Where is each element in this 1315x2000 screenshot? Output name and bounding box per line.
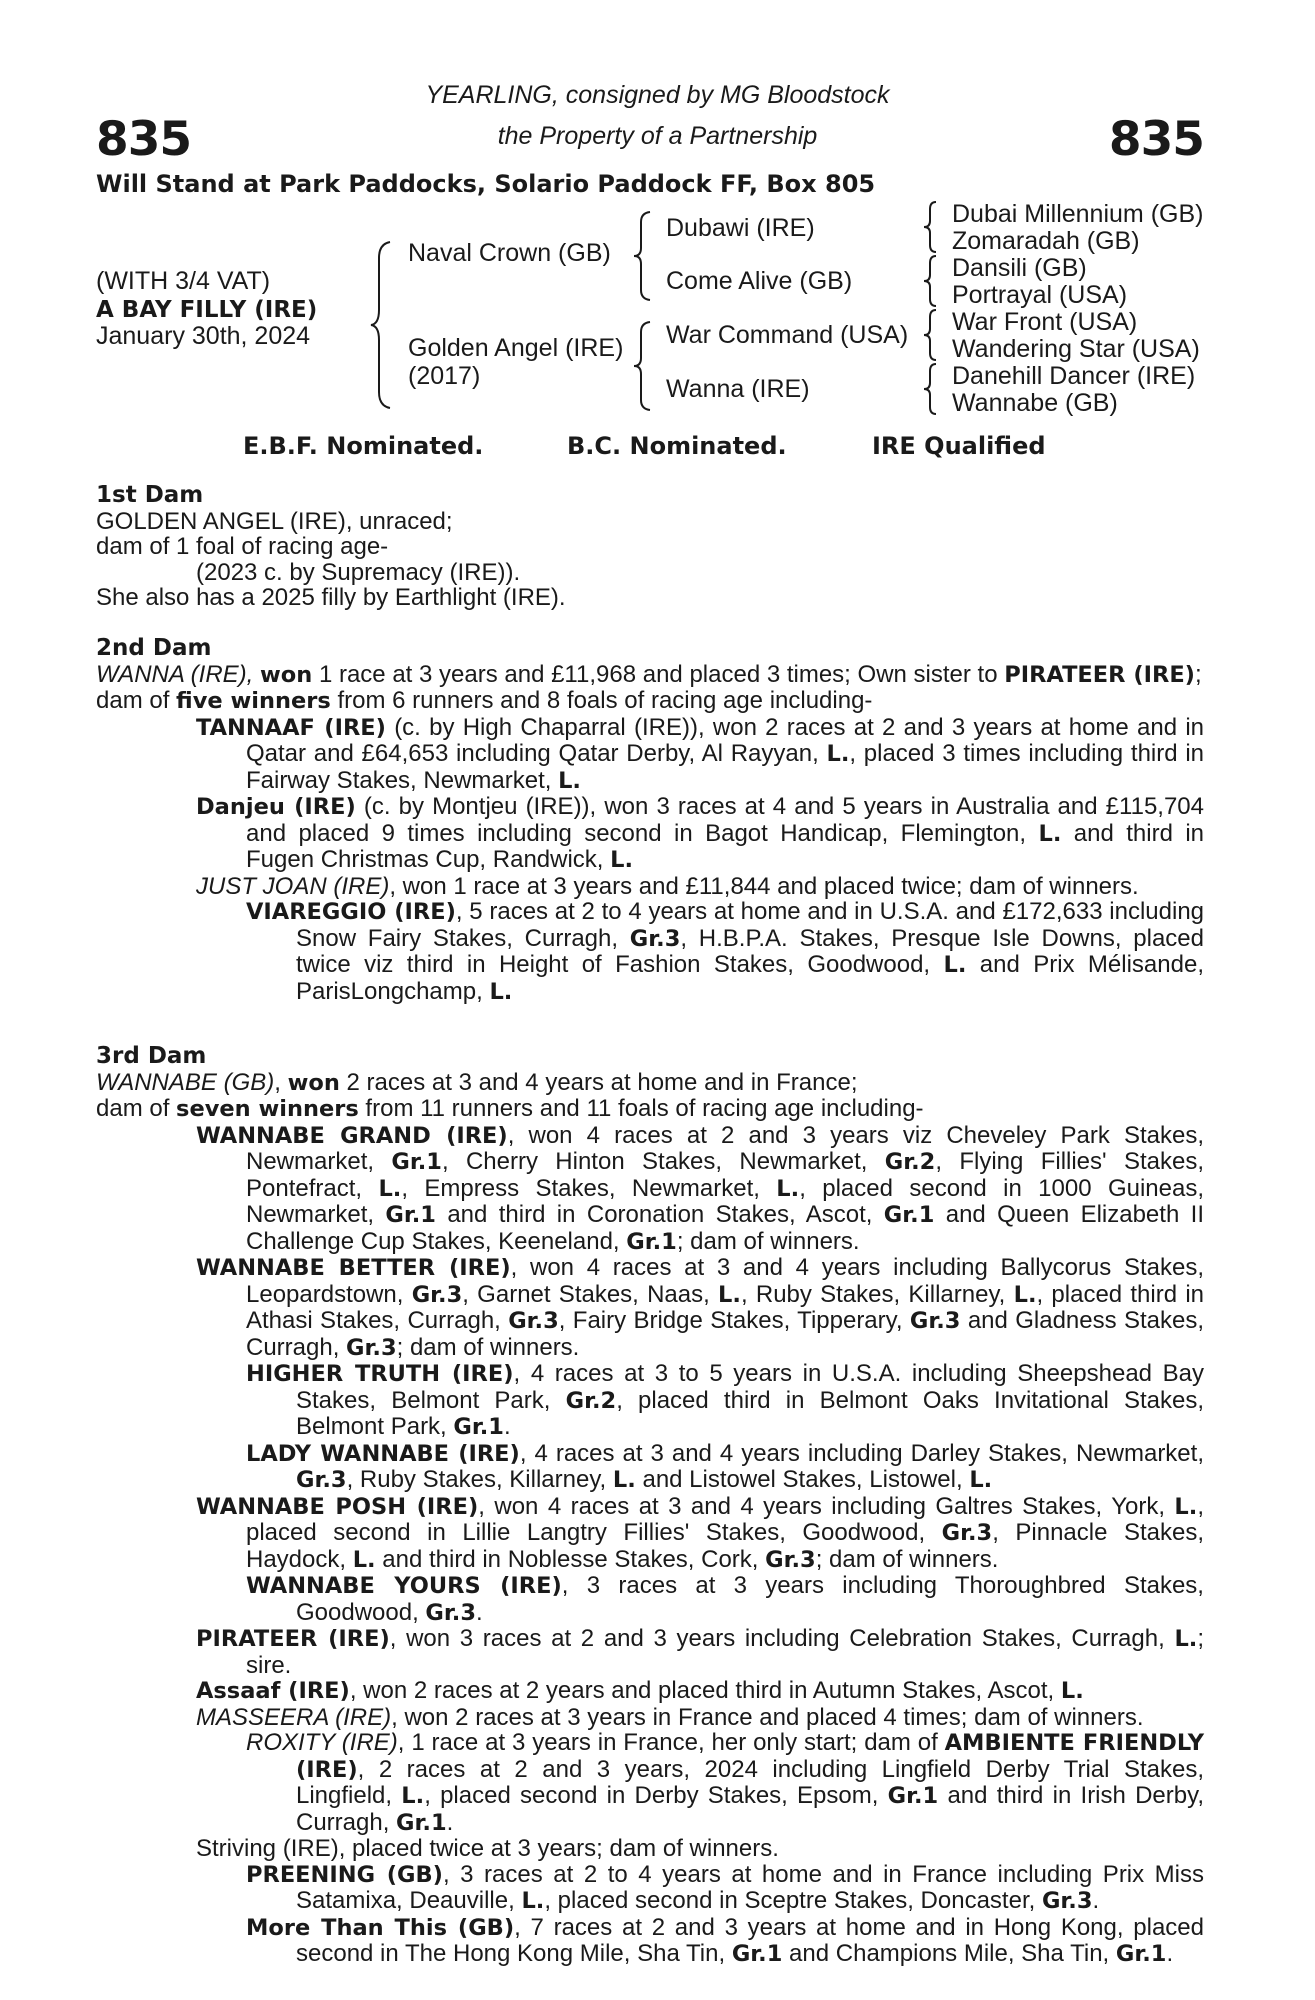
pedigree-entry: More Than This (GB), 7 races at 2 and 3 years at home and in Hong Kong, placed second in The Hong Kong Mile, Sha Tin, Gr.1 and Champions Mile, Sha Tin, Gr.1. [246,1913,1204,1967]
g-dam-sire-sire: War Front (USA) [952,308,1138,336]
pedigree-entry: dam of five winners from 6 runners and 8 foals of racing age including- [96,687,873,714]
g-sire-sire-sire: Dubai Millennium (GB) [952,200,1204,228]
first-dam-line: dam of 1 foal of racing age- [96,533,389,560]
pedigree-entry: WANNABE BETTER (IRE), won 4 races at 3 and 4 years including Ballycorus Stakes, Leopardstown, Gr.3, Garnet Stakes, Naas, L., Ruby Stakes, Killarney, L., placed third in Athasi Stakes, Curragh, Gr.3, Fairy Bridge Stakes, Tipperary, Gr.3 and Gladness Stakes, Curragh, Gr.3; dam of winners. [196,1254,1205,1361]
pedigree-brace-g4 [922,362,940,416]
sire: Naval Crown (GB) [408,239,611,267]
bc-nominated: B.C. Nominated. [567,432,787,460]
pedigree-entry: TANNAAF (IRE) (c. by High Chaparral (IRE)), won 2 races at 2 and 3 years at home and in Qatar and £64,653 including Qatar Derby, Al Rayyan, L., placed 3 times including third in Fairway Stakes, Newmarket, L. [196,713,1205,794]
g-dam-dam-dam: Wannabe (GB) [952,389,1118,417]
dam-year: (2017) [408,362,481,390]
pedigree-brace-g2 [922,254,940,308]
consignor-line: YEARLING, consigned by MG Bloodstock [425,81,890,109]
pedigree-entry: LADY WANNABE (IRE), 4 races at 3 and 4 years including Darley Stakes, Newmarket, Gr.3, Ruby Stakes, Killarney, L. and Listowel Stakes, Listowel, L. [246,1439,1204,1493]
first-dam-heading: 1st Dam [96,482,204,508]
first-dam-line: (2023 c. by Supremacy (IRE)). [196,558,521,586]
pedigree-entry: WANNABE POSH (IRE), won 4 races at 3 and 4 years including Galtres Stakes, York, L., placed second in Lillie Langtry Fillies' Stakes, Goodwood, Gr.3, Pinnacle Stakes, Haydock, L. and third in Noblesse Stakes, Cork, Gr.3; dam of winners. [196,1492,1205,1573]
pedigree-entry: HIGHER TRUTH (IRE), 4 races at 3 to 5 years in U.S.A. including Sheepshead Bay Stakes, Belmont Park, Gr.2, placed third in Belmont Oaks Invitational Stakes, Belmont Park, Gr.1. [246,1360,1204,1440]
first-dam-line: She also has a 2025 filly by Earthlight (IRE). [96,584,566,611]
g-sire-dam-sire: Dansili (GB) [952,254,1087,282]
lot-number-left: 835 [96,112,192,167]
pedigree-entry: Assaaf (IRE), won 2 races at 2 years and placed third in Autumn Stakes, Ascot, L. [196,1677,1084,1704]
sire-sire: Dubawi (IRE) [666,214,815,242]
sire-dam: Come Alive (GB) [666,267,853,295]
g-dam-sire-dam: Wandering Star (USA) [952,335,1200,363]
third-dam-section [96,1044,1204,1968]
stand-location: Will Stand at Park Paddocks, Solario Paddock FF, Box 805 [96,170,876,198]
pedigree-entry: WANNABE (GB), won 2 races at 3 and 4 years at home and in France; [96,1068,858,1096]
first-dam-section [96,483,1204,611]
pedigree-entry: ROXITY (IRE), 1 race at 3 years in France, her only start; dam of AMBIENTE FRIENDLY (IRE), 2 races at 2 and 3 years, 2024 including Lingfield Derby Trial Stakes, Lingfield, L., placed second in Derby Stakes, Epsom, Gr.1 and third in Irish Derby, Curragh, Gr.1. [246,1729,1204,1836]
pedigree-brace-g3 [922,308,940,362]
second-dam-section [96,636,1204,1005]
pedigree-entry: dam of seven winners from 11 runners and 11 foals of racing age including- [96,1095,924,1122]
lot-number-right: 835 [1108,112,1204,167]
pedigree-brace-sire [632,210,654,302]
first-dam-line: GOLDEN ANGEL (IRE), unraced; [96,507,453,535]
pedigree-brace-dam [632,320,654,412]
third-dam-heading: 3rd Dam [96,1043,207,1069]
horse-dob: January 30th, 2024 [96,322,311,350]
g-sire-sire-dam: Zomaradah (GB) [952,227,1140,255]
pedigree-entry: JUST JOAN (IRE), won 1 race at 3 years and £11,844 and placed twice; dam of winners. [196,872,1139,900]
g-dam-dam-sire: Danehill Dancer (IRE) [952,362,1196,390]
pedigree-entry: PREENING (GB), 3 races at 2 to 4 years at home and in France including Prix Miss Satamixa, Deauville, L., placed second in Sceptre Stakes, Doncaster, Gr.3. [246,1860,1205,1914]
dam-sire: War Command (USA) [666,321,909,349]
ire-qualified: IRE Qualified [872,432,1046,460]
property-line: the Property of a Partnership [497,122,818,150]
pedigree-entry: PIRATEER (IRE), won 3 races at 2 and 3 years including Celebration Stakes, Curragh, L.; sire. [196,1625,1204,1679]
horse-name: A BAY FILLY (IRE) [96,297,318,323]
second-dam-heading: 2nd Dam [96,635,212,661]
pedigree-entry: WANNABE YOURS (IRE), 3 races at 3 years including Thoroughbred Stakes, Goodwood, Gr.3. [246,1572,1204,1626]
pedigree-entry: MASSEERA (IRE), won 2 races at 3 years in France and placed 4 times; dam of winners. [196,1703,1144,1731]
pedigree-entry: WANNA (IRE), won 1 race at 3 years and £11,968 and placed 3 times; Own sister to PIRATEER (IRE); [96,660,1202,688]
pedigree-brace-main [368,240,394,410]
pedigree-entry: VIAREGGIO (IRE), 5 races at 2 to 4 years at home and in U.S.A. and £172,633 including Snow Fairy Stakes, Curragh, Gr.3, H.B.P.A. Stakes, Presque Isle Downs, placed twice viz third in Height of Fashion Stakes, Goodwood, L. and Prix Mélisande, ParisLongchamp, L. [246,898,1205,1005]
pedigree-entry: Danjeu (IRE) (c. by Montjeu (IRE)), won 3 races at 4 and 5 years in Australia and £115,704 and placed 9 times including second in Bagot Handicap, Flemington, L. and third in Fugen Christmas Cup, Randwick, L. [196,793,1205,873]
dam: Golden Angel (IRE) [408,334,624,362]
g-sire-dam-dam: Portrayal (USA) [952,281,1128,309]
pedigree-entry: WANNABE GRAND (IRE), won 4 races at 2 and 3 years viz Cheveley Park Stakes, Newmarket, Gr.1, Cherry Hinton Stakes, Newmarket, Gr.2, Flying Fillies' Stakes, Pontefract, L., Empress Stakes, Newmarket, L., placed second in 1000 Guineas, Newmarket, Gr.1 and third in Coronation Stakes, Ascot, Gr.1 and Queen Elizabeth II Challenge Cup Stakes, Keeneland, Gr.1; dam of winners. [196,1121,1205,1255]
vat-note: (WITH 3/4 VAT) [96,267,271,295]
dam-dam: Wanna (IRE) [666,375,810,403]
pedigree-entry: Striving (IRE), placed twice at 3 years; dam of winners. [196,1835,779,1862]
ebf-nominated: E.B.F. Nominated. [243,432,484,460]
pedigree-brace-g1 [922,200,940,254]
